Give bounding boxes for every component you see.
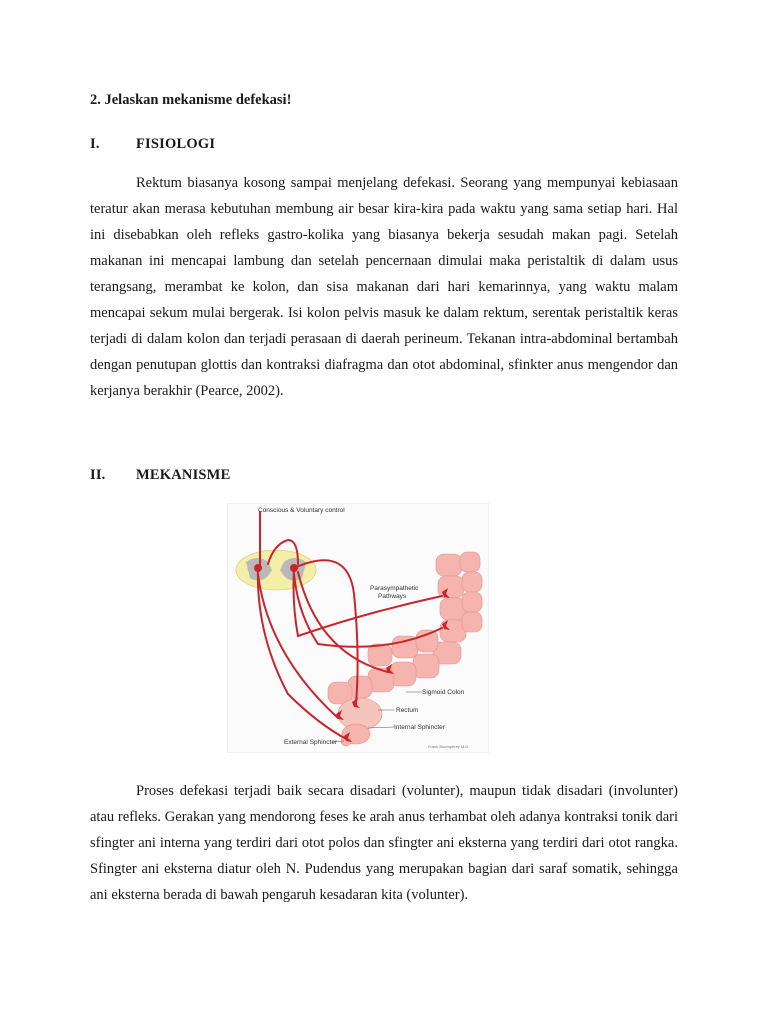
question-title: 2. Jelaskan mekanisme defekasi! [90,92,292,108]
spinal-cord-section [236,550,316,590]
section-title: FISIOLOGI [136,136,216,152]
label-sigmoid-colon: Sigmoid Colon [422,689,465,696]
paragraph-mekanisme: Proses defekasi terjadi baik secara disadari (volunter), maupun tidak disadari (involunter) atau refleks. Gerakan yang mendorong feses ke arah anus terhambat oleh adanya kontraksi tonik dari sfingter ani interna yang terdiri dari otot polos dan sfingter ani eksterna yang terdiri dari otot rangka. Sfingter ani eksterna diatur oleh N. Pudendus yang merupakan bagian dari saraf somatik, sehingga ani eksterna berada di bawah pengaruh kesadaran kita (volunter). [90,783,678,903]
section-title: MEKANISME [136,467,231,483]
label-conscious-control: Conscious & Voluntary control [258,507,345,514]
label-parasympathetic: Parasympathetic [370,585,419,592]
descending-colon [433,552,482,664]
label-pathways: Pathways [378,593,407,600]
defecation-reflex-diagram [227,503,489,753]
label-internal-sphincter: Internal Sphincter [394,724,445,731]
section-number: I. [90,136,100,152]
label-external-sphincter: External Sphincter [284,739,338,746]
figure-credit: Frank Boumphrey M.D. [428,744,470,749]
label-rectum: Rectum [396,707,419,714]
section-heading-mekanisme [90,467,230,484]
section-heading-fisiologi [90,136,215,153]
section-number: II. [90,467,106,483]
diagram-svg [228,504,488,752]
paragraph-fisiologi: Rektum biasanya kosong sampai menjelang defekasi. Seorang yang mempunyai kebiasaan teratur akan merasa kebutuhan membung air besar kira-kira pada waktu yang sama setiap hari. Hal ini disebabkan oleh refleks gastro-kolika yang biasanya bekerja sesudah makan pagi. Setelah makanan ini mencapai lambung dan setelah pencernaan dimulai maka peristaltik di dalam usus terangsang, merambat ke kolon, dan sisa makanan dari hari kemarinnya, yang waktu malam mencapai sekum mulai bergerak. Isi kolon pelvis masuk ke dalam rektum, serentak peristaltik keras terjadi di dalam kolon dan terjadi perasaan di daerah perineum. Tekanan intra-abdominal bertambah dengan penutupan glottis dan kontraksi diafragma dan otot abdominal, sfinkter anus mengendor dan kerjanya berakhir (Pearce, 2002). [90,175,678,399]
